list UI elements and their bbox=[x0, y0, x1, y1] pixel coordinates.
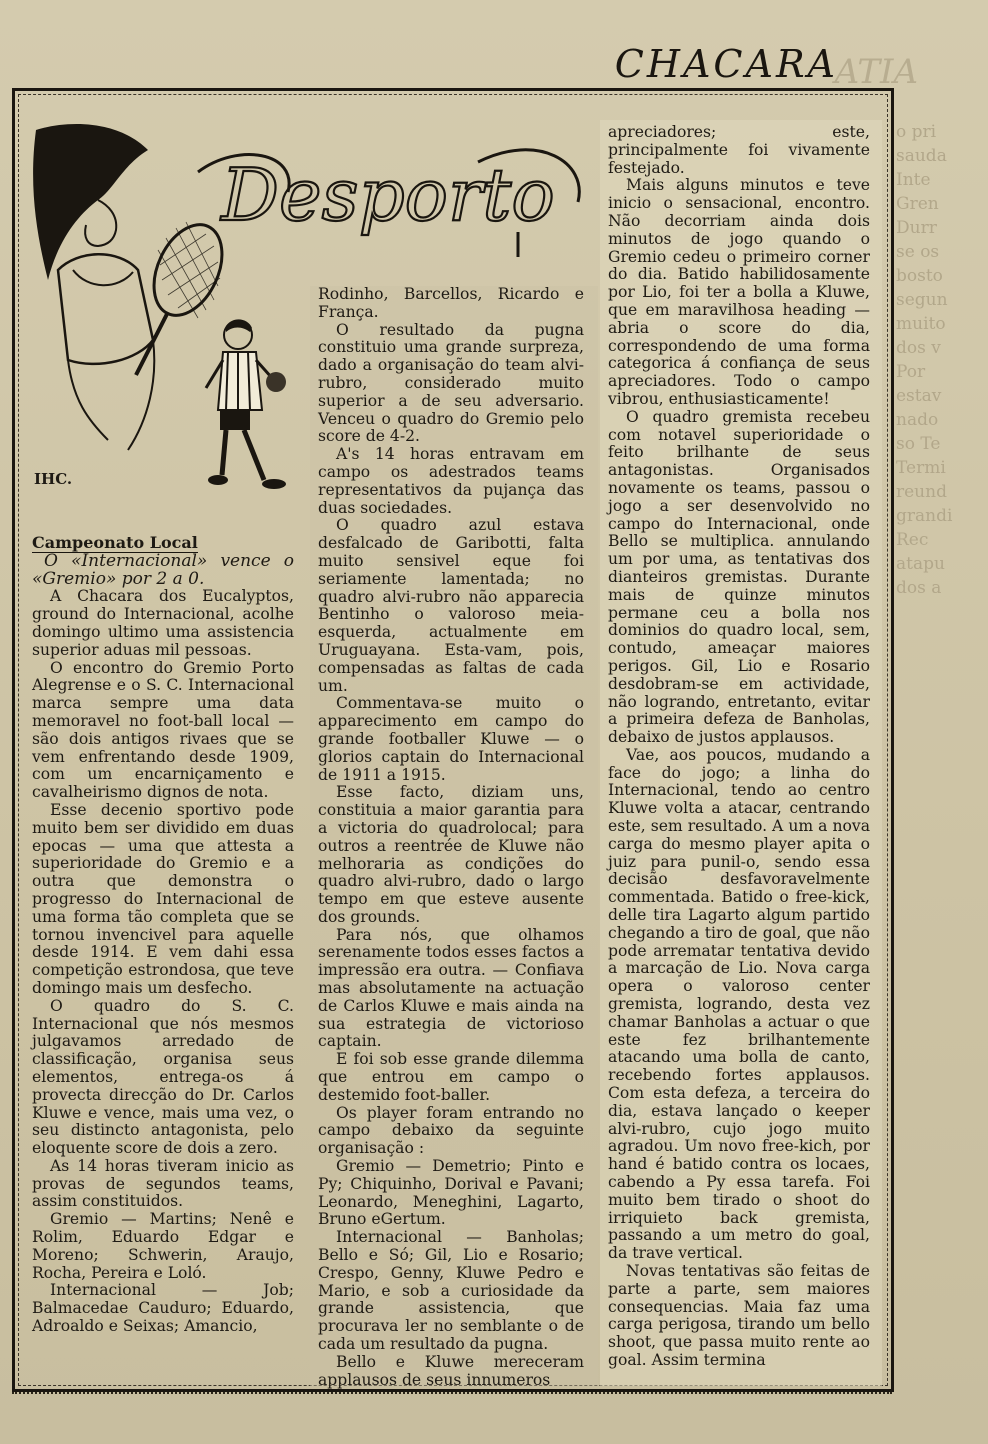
margin-fragment: dos v bbox=[896, 338, 941, 358]
margin-fragment: sauda bbox=[896, 146, 947, 166]
margin-fragment: reund bbox=[896, 482, 947, 502]
margin-fragment: Termi bbox=[896, 458, 946, 478]
paragraph: Commentava-se muito o apparecimento em campo do grande footballer Kluwe — o glorios captain do Internacional de 1911 a 1915. bbox=[318, 694, 584, 784]
paragraph: O quadro do S. C. Internacional que nós mesmos julgavamos arredado de classificação, organisa seus elementos, entrega-os á provecta direcção do Dr. Carlos Kluwe e vence, mais uma vez, o seu distincto antagonista, pelo eloquente score de dois a zero. bbox=[32, 996, 294, 1158]
paragraph: Mais alguns minutos e teve inicio o sensacional, encontro. Não decorriam ainda dois minutos de jogo quando o Gremio cedeu o primeiro corner do dia. Batido habilidosamente por Lio, foi ter a bolla a Kluwe, que em maravilhosa heading — abria o score do dia, correspondendo de uma forma categorica á confiança de seus apreciadores. Todo o campo vibrou, enthusiasticamente! bbox=[608, 176, 870, 408]
paragraph: O resultado da pugna constituio uma grande surpreza, dado a organisação do team alvi-rubro, considerado muito superior a de seu adversario. Venceu o quadro do Gremio pelo score de 4-2. bbox=[318, 320, 584, 446]
adjacent-page-margin bbox=[896, 120, 986, 598]
masthead: CHACARA bbox=[614, 42, 838, 86]
column-2 bbox=[318, 286, 584, 1389]
article-subheading: O «Internacional» vence o «Gremio» por 2 a 0. bbox=[32, 550, 294, 589]
margin-fragment: Durr bbox=[896, 218, 937, 238]
paragraph: Esse decenio sportivo pode muito bem ser dividido em duas epocas — uma que attesta a superioridade do Gremio e a outra que demonstra o progresso do Internacional de uma forma tão completa que se tornou invencivel para aquelle desde 1914. E vem dahi essa competição estrondosa, que teve domingo mais um desfecho. bbox=[32, 800, 294, 997]
article-heading: Campeonato Local bbox=[32, 533, 198, 552]
team-lineup: Internacional — Banholas; Bello e Só; Gil, Lio e Rosario; Crespo, Genny, Kluwe Pedro e Mario, e sob a curiosidade da grande assistencia, que procurava ler no semblante o de cada um resultado da pugna. bbox=[318, 1228, 584, 1354]
frame-bottom-rule bbox=[12, 1392, 892, 1398]
paragraph: Novas tentativas são feitas de parte a parte, sem maiores consequencias. Maia faz uma carga perigosa, tirando um bello shoot, que passa muito rente ao goal. Assim termina bbox=[608, 1262, 870, 1369]
paragraph: Esse facto, diziam uns, constituia a maior garantia para a victoria do quadrolocal; para outros a reentrée de Kluwe não melhoraria as condições do quadro alvi-rubro, dado o largo tempo em que esteve ausente dos grounds. bbox=[318, 783, 584, 926]
margin-fragment: se os bbox=[896, 242, 940, 262]
margin-fragment: Rec bbox=[896, 530, 929, 550]
paragraph: O quadro azul estava desfalcado de Garibotti, falta muito sensivel eque foi seriamente lamentada; no quadro alvi-rubro não apparecia Bentinho o valoroso meia-esquerda, actualmente em Uruguayana. Esta-vam, pois, compensadas as faltas de cada um. bbox=[318, 516, 584, 695]
margin-fragment: nado bbox=[896, 410, 939, 430]
team-lineup: Gremio — Demetrio; Pinto e Py; Chiquinho, Dorival e Pavani; Leonardo, Meneghini, Lagarto, Bruno eGertum. bbox=[318, 1157, 584, 1229]
masthead-bleed-through: ATIA bbox=[834, 52, 918, 92]
paragraph: Para nós, que olhamos serenamente todos esses factos a impressão era outra. — Confiava mas absolutamente na actuação de Carlos Kluwe e mais ainda na sua estrategia de victorioso captain. bbox=[318, 925, 584, 1051]
margin-fragment: o pri bbox=[896, 122, 937, 142]
margin-fragment: bosto bbox=[896, 266, 943, 286]
paragraph: E foi sob esse grande dilemma que entrou em campo o destemido foot-baller. bbox=[318, 1050, 584, 1104]
paragraph: O quadro gremista recebeu com notavel superioridade o feito brilhante de seus antagonistas. Organisados novamente os teams, passou o jogo a ser desenvolvido no campo do Internacional, onde Bello se multiplica. annulando um por uma, as tentativas dos dianteiros gremistas. Durante mais de quinze minutos permane ceu a bolla nos dominios do quadro local, sem, contudo, ameaçar maiores perigos. Gil, Lio e Rosario desdobram-se em actividade, não logrando, entretanto, evitar a primeira defeza de Banholas, debaixo de justos applausos. bbox=[608, 407, 870, 747]
margin-fragment: segun bbox=[896, 290, 948, 310]
section-title: Desporto bbox=[221, 153, 555, 237]
margin-fragment: muito bbox=[896, 314, 946, 334]
paragraph: Rodinho, Barcellos, Ricardo e França. bbox=[318, 285, 584, 321]
margin-fragment: Por bbox=[896, 362, 926, 382]
paragraph: Bello e Kluwe mereceram applausos de seus innumeros bbox=[318, 1352, 584, 1389]
paragraph: O encontro do Gremio Porto Alegrense e o S. C. Internacional marca sempre uma data memoravel no foot-ball local — são dois antigos rivaes que se vem enfrentando desde 1909, com um encarniçamento e cavalheirismo dignos de nota. bbox=[32, 658, 294, 802]
artist-signature: IHC. bbox=[34, 470, 73, 488]
paragraph: Internacional — Job; Balmacedae Cauduro; Eduardo, Adroaldo e Seixas; Amancio, bbox=[32, 1281, 294, 1336]
margin-fragment: grandi bbox=[896, 506, 953, 526]
paragraph: A's 14 horas entravam em campo os adestrados teams representativos da pujança das duas sociedades. bbox=[318, 445, 584, 517]
column-1 bbox=[32, 534, 294, 1336]
margin-fragment: Inte bbox=[896, 170, 931, 190]
margin-fragment: estav bbox=[896, 386, 942, 406]
section-title-lettering bbox=[178, 132, 598, 262]
paragraph: Vae, aos poucos, mudando a face do jogo; a linha do Internacional, tendo ao centro Kluwe volta a atacar, centrando este, sem resultado. A um a nova carga do mesmo player apita o juiz para punil-o, sendo essa decisão desfavoravelmente commentada. Batido o free-kick, delle tira Lagarto algum partido chegando a tiro de goal, que não pode arrematar tentativa devido a marcação de Lio. Nova carga opera o valoroso center gremista, logrando, desta vez chamar Banholas a actuar o que este fez brilhantemente atacando uma bolla de canto, recebendo fortes applausos. Com esta defeza, a terceira do dia, estava lançado o keeper alvi-rubro, cujo jogo muito agradou. Um novo free-kich, por hand é batido contra os locaes, cabendo a Py essa tarefa. Foi muito bem tirado o shoot do irriquieto back gremista, passando a um metro do goal, da trave vertical. bbox=[608, 745, 870, 1263]
paragraph: apreciadores; este, principalmente foi vivamente festejado. bbox=[608, 123, 870, 177]
column-3 bbox=[608, 124, 870, 1370]
paragraph: A Chacara dos Eucalyptos, ground do Internacional, acolhe domingo ultimo uma assistencia superior aduas mil pessoas. bbox=[32, 587, 294, 659]
margin-fragment: so Te bbox=[896, 434, 941, 454]
paragraph: Gremio — Martins; Nenê e Rolim, Eduardo Edgar e Moreno; Schwerin, Araujo, Rocha, Pereira e Loló. bbox=[32, 1210, 294, 1282]
paragraph: Os player foram entrando no campo debaixo da seguinte organisação : bbox=[318, 1103, 584, 1158]
margin-fragment: dos a bbox=[896, 578, 942, 598]
margin-fragment: atapu bbox=[896, 554, 945, 574]
margin-fragment: Gren bbox=[896, 194, 939, 214]
paragraph: As 14 horas tiveram inicio as provas de segundos teams, assim constituidos. bbox=[32, 1156, 294, 1211]
